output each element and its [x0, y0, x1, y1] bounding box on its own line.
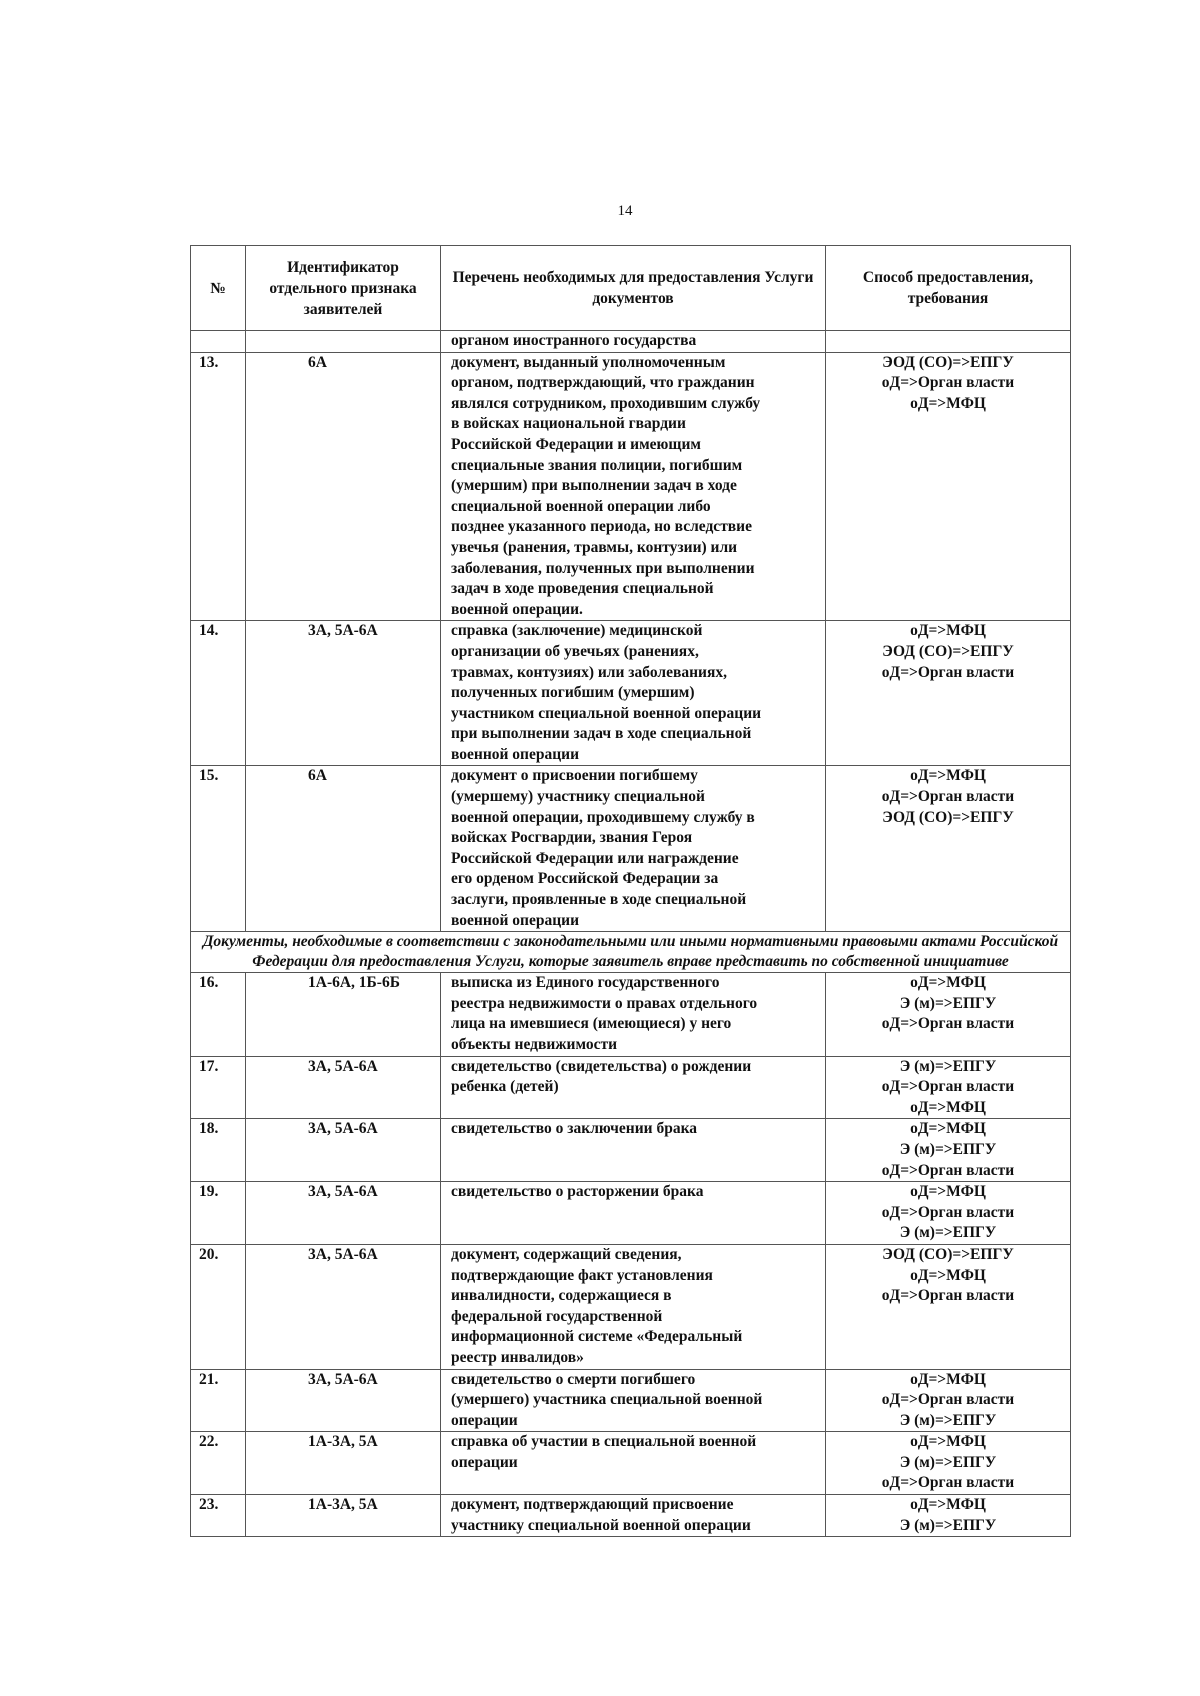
document-line: военной операции — [451, 911, 580, 929]
document-line: военной операции — [451, 745, 580, 763]
document-line: (умершего) участника специальной военной — [451, 1391, 763, 1409]
delivery-methods — [826, 1182, 1071, 1245]
applicant-identifier: 3А, 5А-6А — [246, 1244, 441, 1369]
document-description — [441, 352, 826, 621]
table-row — [191, 1244, 1071, 1369]
delivery-method: ЭОД (СО)=>ЕПГУ — [882, 642, 1014, 660]
section-body — [191, 932, 1071, 973]
document-line: свидетельство о заключении брака — [451, 1120, 698, 1138]
delivery-method: оД=>Орган власти — [881, 1287, 1015, 1305]
table-row — [191, 1495, 1071, 1537]
document-line: задач в ходе проведения специальной — [451, 580, 714, 598]
document-line: военной операции, проходившему службу в — [451, 808, 755, 826]
delivery-method: оД=>МФЦ — [910, 767, 986, 785]
document-line: специальной военной операции либо — [451, 497, 711, 515]
document-line: Российской Федерации или награждение — [451, 849, 739, 867]
delivery-method: Э (м)=>ЕПГУ — [899, 994, 997, 1012]
table-row — [191, 1432, 1071, 1495]
document-line: документ, подтверждающий присвоение — [451, 1496, 734, 1514]
document-line: справка (заключение) медицинской — [451, 622, 703, 640]
applicant-identifier: 1А-6А, 1Б-6Б — [246, 973, 441, 1056]
row-number: 16. — [191, 973, 246, 1056]
applicant-identifier: 3А, 5А-6А — [246, 1056, 441, 1119]
document-line: участником специальной военной операции — [451, 704, 762, 722]
table-header-row — [191, 246, 1071, 331]
documents-table — [190, 245, 1071, 1537]
page-number: 14 — [617, 203, 633, 219]
delivery-method: Э (м)=>ЕПГУ — [899, 1224, 997, 1242]
document-line: Российской Федерации и имеющим — [451, 435, 701, 453]
document-line: документ, выданный уполномоченным — [451, 353, 726, 371]
document-line: органом, подтверждающий, что гражданин — [451, 374, 755, 392]
document-line: специальные звания полиции, погибшим — [451, 456, 743, 474]
delivery-methods — [826, 621, 1071, 766]
document-description — [441, 766, 826, 932]
document-line: операции — [451, 1453, 518, 1471]
document-line: военной операции. — [451, 600, 583, 618]
document-description — [441, 1244, 826, 1369]
continuation-num-cell — [191, 331, 246, 353]
row-number: 17. — [191, 1056, 246, 1119]
delivery-methods — [826, 1495, 1071, 1537]
document-description — [441, 1182, 826, 1245]
table-row — [191, 766, 1071, 932]
document-line: реестра недвижимости о правах отдельного — [451, 994, 758, 1012]
delivery-method: Э (м)=>ЕПГУ — [899, 1453, 997, 1471]
document-description — [441, 1432, 826, 1495]
delivery-method: оД=>Орган власти — [881, 1474, 1015, 1492]
delivery-method: оД=>МФЦ — [910, 1370, 986, 1388]
table-row — [191, 621, 1071, 766]
delivery-method: оД=>МФЦ — [910, 1098, 986, 1116]
table-body-optional — [191, 973, 1071, 1537]
row-number: 22. — [191, 1432, 246, 1495]
table-row — [191, 1119, 1071, 1182]
document-line: свидетельство (свидетельства) о рождении — [451, 1057, 752, 1075]
document-line: его орденом Российской Федерации за — [451, 870, 719, 888]
delivery-method: оД=>МФЦ — [910, 394, 986, 412]
delivery-method: оД=>Орган власти — [881, 788, 1015, 806]
applicant-identifier: 3А, 5А-6А — [246, 1119, 441, 1182]
delivery-method: оД=>Орган власти — [881, 1203, 1015, 1221]
delivery-methods — [826, 1432, 1071, 1495]
header-documents: Перечень необходимых для предоставления Услуги документов — [441, 246, 826, 331]
document-description — [441, 621, 826, 766]
document-line: справка об участии в специальной военной — [451, 1433, 757, 1451]
document-line: свидетельство о смерти погибшего — [451, 1370, 696, 1388]
document-line: ребенка (детей) — [451, 1078, 559, 1096]
document-line: позднее указанного периода, но вследствие — [451, 518, 752, 536]
section-title: Документы, необходимые в соответствии с законодательными или иными нормативными правовыми актами Российской Федерации для предоставления Услуги, которые заявитель вправе представить по собственной инициативе — [191, 932, 1071, 973]
delivery-method: ЭОД (СО)=>ЕПГУ — [882, 353, 1014, 371]
delivery-method: оД=>Орган власти — [881, 374, 1015, 392]
row-number: 18. — [191, 1119, 246, 1182]
row-number: 14. — [191, 621, 246, 766]
document-line: свидетельство о расторжении брака — [451, 1183, 704, 1201]
delivery-method: оД=>МФЦ — [910, 1433, 986, 1451]
document-line: в войсках национальной гвардии — [451, 415, 686, 433]
delivery-methods — [826, 1056, 1071, 1119]
delivery-method: оД=>Орган власти — [881, 1161, 1015, 1179]
delivery-methods — [826, 1244, 1071, 1369]
table-row — [191, 352, 1071, 621]
document-line: войсках Росгвардии, звания Героя — [451, 829, 693, 847]
document-line: участнику специальной военной операции — [451, 1516, 751, 1534]
header-num: № — [191, 246, 246, 331]
row-number: 13. — [191, 352, 246, 621]
delivery-method: оД=>Орган власти — [881, 1078, 1015, 1096]
document-description — [441, 973, 826, 1056]
document-line: федеральной государственной — [451, 1307, 663, 1325]
document-line: заслуги, проявленные в ходе специальной — [451, 891, 747, 909]
delivery-methods — [826, 1369, 1071, 1432]
delivery-method: оД=>МФЦ — [910, 1266, 986, 1284]
document-line: организации об увечьях (ранениях, — [451, 642, 699, 660]
document-line: при выполнении задач в ходе специальной — [451, 725, 752, 743]
row-number: 21. — [191, 1369, 246, 1432]
delivery-method: Э (м)=>ЕПГУ — [899, 1140, 997, 1158]
document-description — [441, 1369, 826, 1432]
delivery-method: оД=>МФЦ — [910, 1183, 986, 1201]
document-line: травмах, контузиях) или заболеваниях, — [451, 663, 727, 681]
document-line: (умершему) участнику специальной — [451, 788, 705, 806]
document-line: выписка из Единого государственного — [451, 974, 720, 992]
document-line: полученных погибшим (умершим) — [451, 684, 695, 702]
applicant-identifier: 3А, 5А-6А — [246, 1369, 441, 1432]
delivery-methods — [826, 1119, 1071, 1182]
continuation-way-cell — [826, 331, 1071, 353]
delivery-method: Э (м)=>ЕПГУ — [899, 1057, 997, 1075]
applicant-identifier: 1А-3А, 5А — [246, 1432, 441, 1495]
delivery-method: ЭОД (СО)=>ЕПГУ — [882, 1245, 1014, 1263]
applicant-identifier: 3А, 5А-6А — [246, 621, 441, 766]
document-line: операции — [451, 1411, 518, 1429]
row-number: 15. — [191, 766, 246, 932]
applicant-identifier: 6А — [246, 352, 441, 621]
document-line: подтверждающие факт установления — [451, 1266, 713, 1284]
delivery-methods — [826, 766, 1071, 932]
continuation-id-cell — [246, 331, 441, 353]
document-line: документ о присвоении погибшему — [451, 767, 698, 785]
table-body-main — [191, 331, 1071, 932]
row-number: 20. — [191, 1244, 246, 1369]
document-line: документ, содержащий сведения, — [451, 1245, 682, 1263]
document-line: информационной системе «Федеральный — [451, 1328, 743, 1346]
applicant-identifier: 6А — [246, 766, 441, 932]
continuation-row — [191, 331, 1071, 353]
delivery-methods — [826, 973, 1071, 1056]
delivery-methods — [826, 352, 1071, 621]
delivery-method: оД=>Орган власти — [881, 663, 1015, 681]
document-line: инвалидности, содержащиеся в — [451, 1287, 672, 1305]
document-line: являлся сотрудником, проходившим службу — [451, 394, 761, 412]
delivery-method: Э (м)=>ЕПГУ — [899, 1516, 997, 1534]
delivery-method: оД=>МФЦ — [910, 622, 986, 640]
header-method: Способ предоставления, требования — [826, 246, 1071, 331]
continuation-text: органом иностранного государства — [441, 331, 826, 353]
document-line: лица на имевшиеся (имеющиеся) у него — [451, 1015, 732, 1033]
table-row — [191, 1369, 1071, 1432]
table-row — [191, 1182, 1071, 1245]
table-row — [191, 1056, 1071, 1119]
delivery-method: Э (м)=>ЕПГУ — [899, 1411, 997, 1429]
delivery-method: оД=>МФЦ — [910, 1120, 986, 1138]
document-line: заболевания, полученных при выполнении — [451, 559, 755, 577]
document-description — [441, 1056, 826, 1119]
applicant-identifier: 3А, 5А-6А — [246, 1182, 441, 1245]
row-number: 19. — [191, 1182, 246, 1245]
applicant-identifier: 1А-3А, 5А — [246, 1495, 441, 1537]
document-line: реестр инвалидов» — [451, 1348, 584, 1366]
document-description — [441, 1119, 826, 1182]
document-line: (умершим) при выполнении задач в ходе — [451, 477, 737, 495]
row-number: 23. — [191, 1495, 246, 1537]
delivery-method: оД=>Орган власти — [881, 1391, 1015, 1409]
header-identifier: Идентификатор отдельного признака заявителей — [246, 246, 441, 331]
section-row — [191, 932, 1071, 973]
delivery-method: оД=>МФЦ — [910, 974, 986, 992]
delivery-method: оД=>Орган власти — [881, 1015, 1015, 1033]
delivery-method: ЭОД (СО)=>ЕПГУ — [882, 808, 1014, 826]
table-row — [191, 973, 1071, 1056]
delivery-method: оД=>МФЦ — [910, 1496, 986, 1514]
document-description — [441, 1495, 826, 1537]
document-line: увечья (ранения, травмы, контузии) или — [451, 538, 738, 556]
document-line: объекты недвижимости — [451, 1036, 617, 1053]
